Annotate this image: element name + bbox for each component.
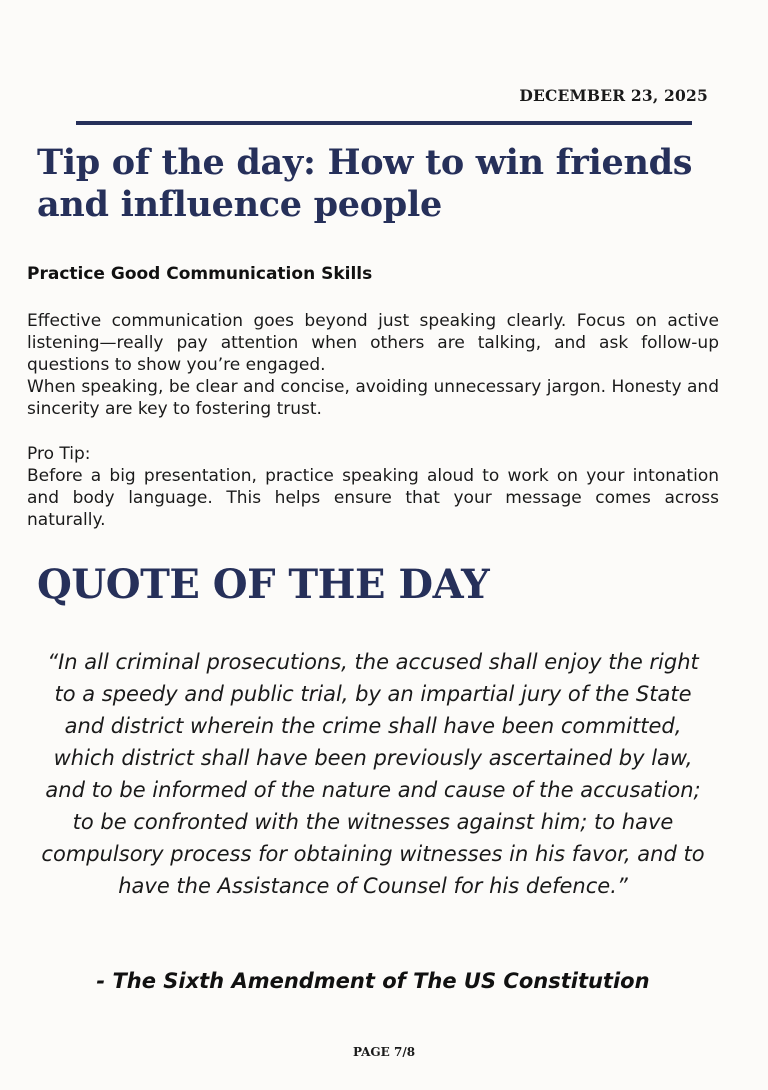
paragraph-active-listening: Effective communication goes beyond just speaking clearly. Focus on active listening—really pay attention when others are talking, and ask follow-up questions to show you’re engaged. <box>27 311 719 376</box>
page-number: PAGE 7/8 <box>352 1045 416 1059</box>
quote-heading: QUOTE OF THE DAY <box>37 561 490 608</box>
paragraph-clear-speaking: When speaking, be clear and concise, avoiding unnecessary jargon. Honesty and sincerity are key to fostering trust. <box>27 377 719 420</box>
pro-tip-label: Pro Tip: <box>27 444 91 464</box>
quote-text: “In all criminal prosecutions, the accused shall enjoy the right to a speedy and public trial, by an impartial jury of the State and district wherein the crime shall have been committed, which district shall have been previously ascertained by law, and to be informed of the nature and cause of the accusation; to be confronted with the witnesses against him; to have compulsory process for obtaining witnesses in his favor, and to have the Assistance of Counsel for his defence.” <box>41 650 705 898</box>
section-heading: Practice Good Communication Skills <box>27 264 373 284</box>
pro-tip-text: Before a big presentation, practice speaking aloud to work on your intonation and body language. This helps ensure that your message comes across naturally. <box>27 466 719 531</box>
page-title: Tip of the day: How to win friends and influence people <box>37 142 693 225</box>
issue-date: DECEMBER 23, 2025 <box>519 86 708 105</box>
quote-attribution: - The Sixth Amendment of The US Constitution <box>96 969 650 993</box>
header-divider <box>76 121 692 125</box>
